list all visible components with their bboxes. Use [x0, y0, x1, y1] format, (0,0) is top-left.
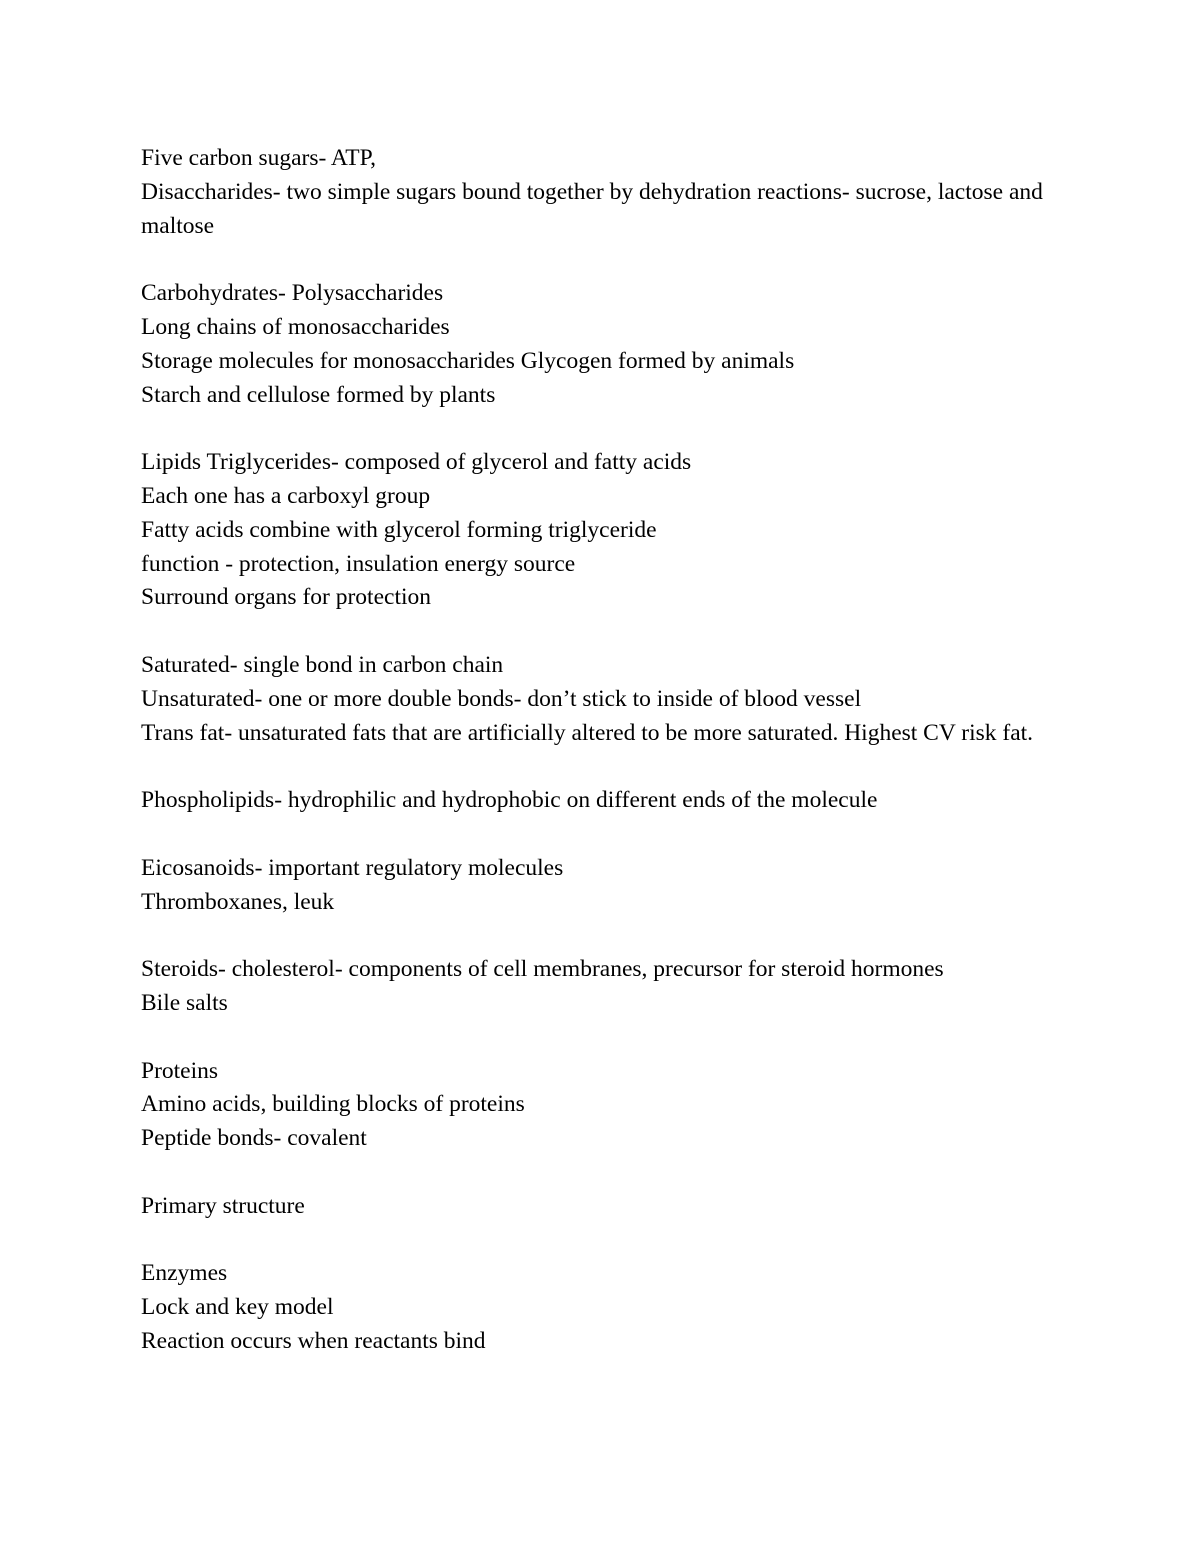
text-line: Carbohydrates- Polysaccharides	[141, 280, 444, 307]
paragraph-enzymes	[141, 1257, 1061, 1358]
text-line: Thromboxanes, leuk	[141, 888, 335, 915]
text-line: Eicosanoids- important regulatory molecules	[141, 854, 564, 881]
text-line: function - protection, insulation energy source	[141, 550, 576, 577]
paragraph-eicosanoids	[141, 852, 1061, 920]
text-line: Steroids- cholesterol- components of cell membranes, precursor for steroid hormones	[141, 956, 944, 983]
paragraph-lipids	[141, 446, 1061, 615]
text-line: Surround organs for protection	[141, 584, 431, 611]
paragraph-proteins	[141, 1055, 1061, 1156]
text-line: Five carbon sugars- ATP,	[141, 145, 376, 171]
text-line: Each one has a carboxyl group	[141, 482, 431, 509]
text-line: Amino acids, building blocks of proteins	[141, 1091, 525, 1118]
text-line: Saturated- single bond in carbon chain	[141, 651, 504, 678]
text-line: Fatty acids combine with glycerol forming triglyceride	[141, 516, 657, 543]
paragraph-phospholipids	[141, 784, 1061, 818]
text-line: Phospholipids- hydrophilic and hydrophobic on different ends of the molecule	[141, 787, 878, 814]
paragraph-sugars	[141, 142, 1061, 243]
document-body	[141, 142, 1061, 1359]
text-line: Disaccharides- two simple sugars bound together by dehydration reactions- sucrose, lactose and maltose	[141, 178, 1043, 239]
text-line: Peptide bonds- covalent	[141, 1125, 367, 1152]
text-line: Storage molecules for monosaccharides Glycogen formed by animals	[141, 347, 795, 374]
text-line: Trans fat- unsaturated fats that are artificially altered to be more saturated. Highest CV risk fat.	[141, 719, 1034, 746]
text-line: Primary structure	[141, 1192, 305, 1219]
paragraph-carbohydrates	[141, 277, 1061, 412]
text-line: Lipids Triglycerides- composed of glycerol and fatty acids	[141, 449, 692, 476]
text-line: Long chains of monosaccharides	[141, 313, 450, 340]
text-line: Bile salts	[141, 989, 228, 1016]
text-line: Proteins	[141, 1057, 219, 1084]
text-line: Enzymes	[141, 1260, 228, 1287]
paragraph-steroids	[141, 953, 1061, 1021]
text-line: Lock and key model	[141, 1294, 334, 1321]
paragraph-fats	[141, 649, 1061, 750]
text-line: Reaction occurs when reactants bind	[141, 1327, 486, 1354]
paragraph-primary-structure	[141, 1190, 1061, 1224]
text-line: Unsaturated- one or more double bonds- don’t stick to inside of blood vessel	[141, 685, 862, 712]
text-line: Starch and cellulose formed by plants	[141, 381, 496, 408]
